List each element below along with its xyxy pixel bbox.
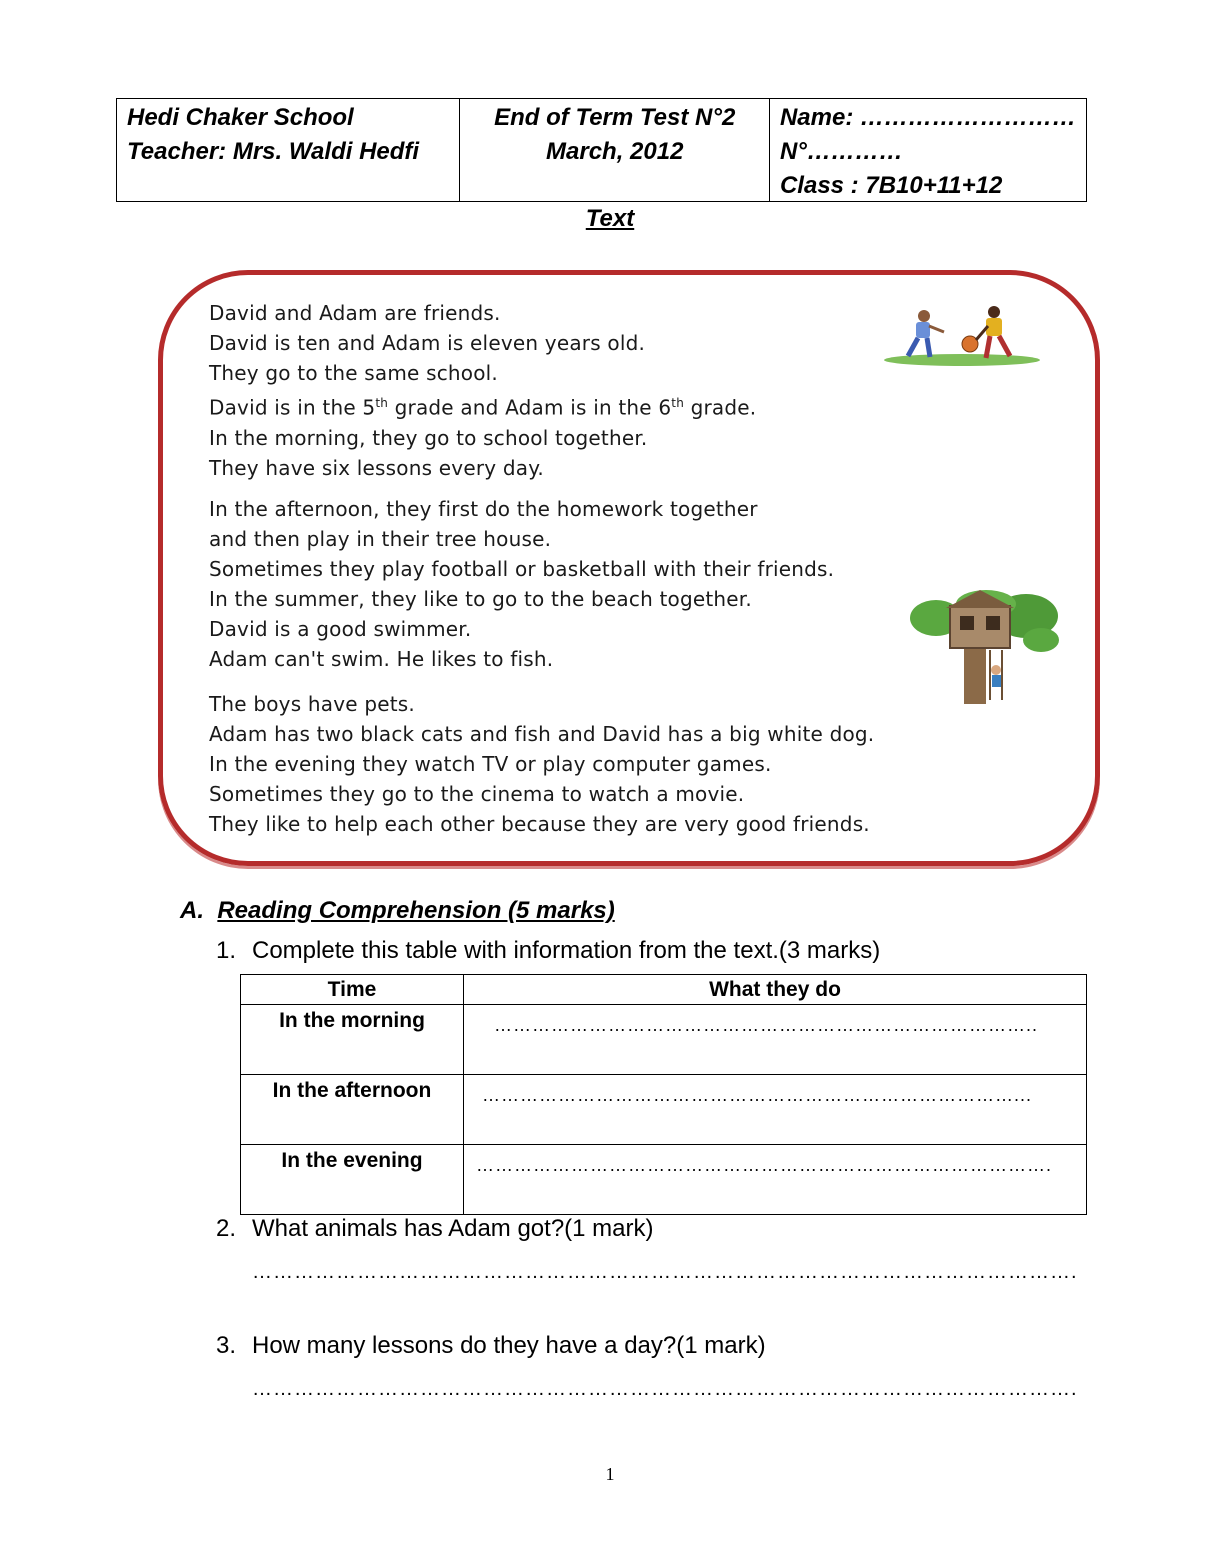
question-text: How many lessons do they have a day?(1 mark) (252, 1332, 766, 1359)
story-paragraph-1 (209, 298, 756, 483)
story-line: They go to the same school. (209, 361, 498, 385)
story-line: Adam has two black cats and fish and David has a big white dog. (209, 722, 875, 746)
section-a-heading (180, 897, 615, 925)
answer-cell[interactable]: ………………………………………………………………………….. (464, 1005, 1087, 1075)
story-grade-line: David is in the 5th grade and Adam is in the 6th grade. (209, 395, 757, 420)
table-row (241, 1005, 1087, 1075)
header-student-cell (770, 99, 1086, 201)
question-text: Complete this table with information from the text.(3 marks) (252, 937, 881, 964)
question-1 (216, 937, 880, 965)
question-3 (216, 1332, 766, 1360)
question-text: What animals has Adam got?(1 mark) (252, 1215, 654, 1242)
header-school-cell (117, 99, 460, 201)
story-line: They have six lessons every day. (209, 455, 544, 480)
tree-house-illustration (906, 588, 1062, 706)
story-paragraph-3 (209, 689, 874, 839)
comprehension-table (240, 974, 1087, 1215)
class-label: Class : 7B10+11+12 (779, 172, 1003, 199)
story-line: David and Adam are friends. (209, 301, 501, 325)
basketball-players-illustration (882, 302, 1042, 368)
table-row (241, 1145, 1087, 1215)
teacher-name: Teacher: Mrs. Waldi Hedfi (127, 138, 420, 165)
column-header-time: Time (241, 975, 464, 1005)
story-paragraph-2 (209, 494, 834, 674)
test-date: March, 2012 (546, 138, 684, 165)
story-line: David is a good swimmer. (209, 617, 472, 641)
table-row (241, 1075, 1087, 1145)
story-line: David is ten and Adam is eleven years old. (209, 331, 646, 355)
header-table (116, 98, 1087, 202)
story-line: They like to help each other because they are very good friends. (209, 812, 870, 836)
header-test-cell (460, 99, 769, 201)
student-number-field[interactable]: N°………… (779, 138, 903, 165)
question-number: 2. (216, 1215, 237, 1242)
answer-cell[interactable]: ………………………………………………………………………………. (464, 1145, 1087, 1215)
time-cell: In the afternoon (241, 1075, 464, 1145)
story-line: The boys have pets. (209, 692, 415, 716)
time-cell: In the evening (241, 1145, 464, 1215)
student-name-field[interactable]: Name: ……………………… (779, 104, 1076, 131)
column-header-what: What they do (464, 975, 1087, 1005)
question-2 (216, 1215, 654, 1243)
answer-line-2[interactable]: ………………………………………………………………………………………………………. (252, 1261, 1078, 1283)
story-line: Sometimes they go to the cinema to watch a movie. (209, 782, 745, 806)
story-line: and then play in their tree house. (209, 527, 552, 551)
story-line: In the afternoon, they first do the homework together (209, 497, 758, 521)
answer-line-3[interactable]: ………………………………………………………………………………………………………. (252, 1378, 1078, 1400)
table-header-row (241, 975, 1087, 1005)
test-title: End of Term Test N°2 (494, 104, 736, 131)
question-number: 1. (216, 937, 237, 964)
section-letter: A. (180, 897, 204, 924)
story-line: In the evening they watch TV or play computer games. (209, 752, 772, 776)
school-name: Hedi Chaker School (127, 104, 354, 131)
answer-cell[interactable]: …………………………………………………………………………... (464, 1075, 1087, 1145)
story-line: Adam can't swim. He likes to fish. (209, 647, 554, 671)
story-line: In the morning, they go to school together. (209, 425, 648, 450)
page-number: 1 (605, 1464, 615, 1484)
text-title: Text (585, 205, 635, 232)
question-number: 3. (216, 1332, 237, 1359)
story-line: In the summer, they like to go to the beach together. (209, 587, 752, 611)
time-cell: In the morning (241, 1005, 464, 1075)
story-line: Sometimes they play football or basketball with their friends. (209, 557, 835, 581)
section-title: Reading Comprehension (5 marks) (217, 897, 615, 924)
